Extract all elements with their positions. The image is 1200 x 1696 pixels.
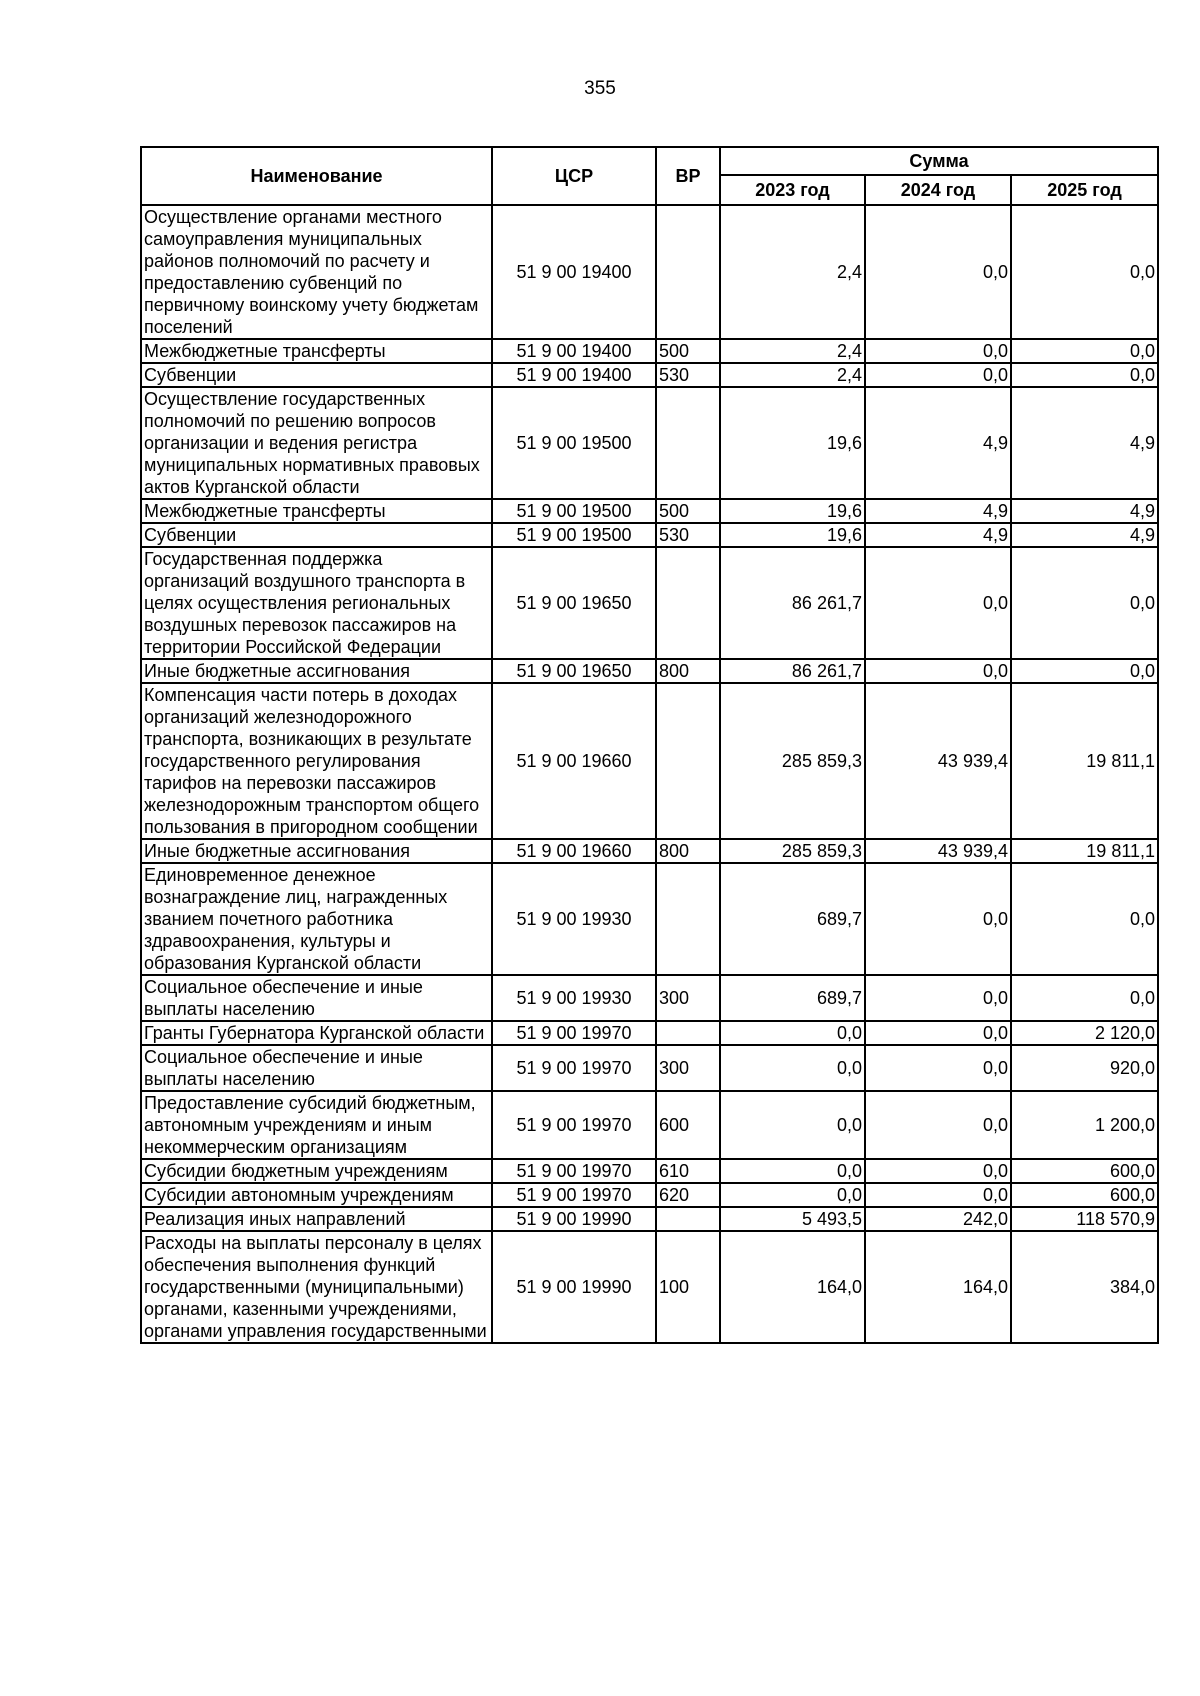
row-sum-2024: 4,9 — [865, 523, 1011, 547]
table-row — [141, 659, 1158, 683]
table-row — [141, 523, 1158, 547]
row-csr: 51 9 00 19970 — [492, 1159, 656, 1183]
row-sum-2025: 0,0 — [1011, 863, 1158, 975]
row-sum-2024: 0,0 — [865, 1045, 1011, 1091]
row-vr: 500 — [656, 339, 720, 363]
row-csr: 51 9 00 19500 — [492, 499, 656, 523]
row-name: Осуществление органами местного самоуправления муниципальных районов полномочий по расчету и предоставлению субвенций по первичному воинскому учету бюджетам поселений — [141, 205, 492, 339]
row-sum-2025: 0,0 — [1011, 975, 1158, 1021]
row-vr — [656, 683, 720, 839]
row-sum-2025: 4,9 — [1011, 387, 1158, 499]
row-sum-2024: 0,0 — [865, 339, 1011, 363]
table-row — [141, 1207, 1158, 1231]
table-row — [141, 363, 1158, 387]
row-csr: 51 9 00 19660 — [492, 839, 656, 863]
row-sum-2023: 2,4 — [720, 339, 865, 363]
row-name: Социальное обеспечение и иные выплаты населению — [141, 975, 492, 1021]
row-sum-2025: 0,0 — [1011, 205, 1158, 339]
row-vr: 300 — [656, 1045, 720, 1091]
row-sum-2024: 4,9 — [865, 387, 1011, 499]
row-csr: 51 9 00 19660 — [492, 683, 656, 839]
row-sum-2025: 600,0 — [1011, 1159, 1158, 1183]
row-name: Государственная поддержка организаций воздушного транспорта в целях осуществления региональных воздушных перевозок пассажиров на территории Российской Федерации — [141, 547, 492, 659]
header-2024: 2024 год — [865, 175, 1011, 205]
row-sum-2024: 4,9 — [865, 499, 1011, 523]
row-name: Социальное обеспечение и иные выплаты населению — [141, 1045, 492, 1091]
table-row — [141, 975, 1158, 1021]
row-name: Предоставление субсидий бюджетным, автономным учреждениям и иным некоммерческим организациям — [141, 1091, 492, 1159]
row-csr: 51 9 00 19650 — [492, 659, 656, 683]
row-vr: 800 — [656, 659, 720, 683]
row-vr: 610 — [656, 1159, 720, 1183]
table-row — [141, 839, 1158, 863]
row-vr: 500 — [656, 499, 720, 523]
table-row — [141, 1045, 1158, 1091]
row-csr: 51 9 00 19400 — [492, 339, 656, 363]
table-row — [141, 339, 1158, 363]
row-vr: 800 — [656, 839, 720, 863]
row-sum-2023: 19,6 — [720, 499, 865, 523]
row-vr: 620 — [656, 1183, 720, 1207]
page-number: 355 — [584, 78, 616, 99]
row-name: Субвенции — [141, 523, 492, 547]
table-row — [141, 1091, 1158, 1159]
row-sum-2025: 920,0 — [1011, 1045, 1158, 1091]
row-sum-2025: 118 570,9 — [1011, 1207, 1158, 1231]
row-sum-2025: 600,0 — [1011, 1183, 1158, 1207]
header-csr: ЦСР — [492, 147, 656, 205]
row-sum-2023: 164,0 — [720, 1231, 865, 1343]
row-csr: 51 9 00 19990 — [492, 1231, 656, 1343]
row-name: Межбюджетные трансферты — [141, 499, 492, 523]
row-sum-2025: 0,0 — [1011, 363, 1158, 387]
row-sum-2025: 4,9 — [1011, 499, 1158, 523]
row-sum-2023: 86 261,7 — [720, 547, 865, 659]
row-sum-2025: 19 811,1 — [1011, 683, 1158, 839]
row-sum-2023: 19,6 — [720, 523, 865, 547]
row-csr: 51 9 00 19990 — [492, 1207, 656, 1231]
table-row — [141, 387, 1158, 499]
row-vr — [656, 387, 720, 499]
row-sum-2025: 0,0 — [1011, 339, 1158, 363]
row-vr — [656, 547, 720, 659]
table-row — [141, 863, 1158, 975]
row-sum-2023: 0,0 — [720, 1045, 865, 1091]
row-sum-2024: 164,0 — [865, 1231, 1011, 1343]
row-sum-2024: 0,0 — [865, 205, 1011, 339]
table-row — [141, 1021, 1158, 1045]
row-sum-2023: 0,0 — [720, 1159, 865, 1183]
row-sum-2025: 0,0 — [1011, 659, 1158, 683]
row-csr: 51 9 00 19970 — [492, 1091, 656, 1159]
row-sum-2024: 242,0 — [865, 1207, 1011, 1231]
row-sum-2023: 0,0 — [720, 1091, 865, 1159]
row-sum-2024: 0,0 — [865, 659, 1011, 683]
row-sum-2025: 4,9 — [1011, 523, 1158, 547]
budget-table — [140, 146, 1159, 1344]
row-csr: 51 9 00 19970 — [492, 1183, 656, 1207]
row-name: Субвенции — [141, 363, 492, 387]
row-vr: 530 — [656, 523, 720, 547]
row-csr: 51 9 00 19400 — [492, 363, 656, 387]
table-row — [141, 547, 1158, 659]
row-vr — [656, 863, 720, 975]
row-name: Расходы на выплаты персоналу в целях обеспечения выполнения функций государственными (муниципальными) органами, казенными учреждениями, органами управления государственными — [141, 1231, 492, 1343]
row-vr — [656, 1021, 720, 1045]
row-sum-2024: 43 939,4 — [865, 683, 1011, 839]
row-sum-2023: 19,6 — [720, 387, 865, 499]
row-sum-2025: 2 120,0 — [1011, 1021, 1158, 1045]
row-sum-2025: 0,0 — [1011, 547, 1158, 659]
row-name: Межбюджетные трансферты — [141, 339, 492, 363]
row-sum-2025: 384,0 — [1011, 1231, 1158, 1343]
row-csr: 51 9 00 19500 — [492, 387, 656, 499]
row-sum-2023: 5 493,5 — [720, 1207, 865, 1231]
row-vr — [656, 1207, 720, 1231]
row-sum-2024: 0,0 — [865, 363, 1011, 387]
row-name: Иные бюджетные ассигнования — [141, 839, 492, 863]
table-body — [141, 205, 1158, 1343]
row-sum-2024: 0,0 — [865, 1183, 1011, 1207]
row-vr: 100 — [656, 1231, 720, 1343]
header-2023: 2023 год — [720, 175, 865, 205]
row-sum-2024: 0,0 — [865, 1021, 1011, 1045]
row-sum-2024: 0,0 — [865, 863, 1011, 975]
row-sum-2023: 0,0 — [720, 1021, 865, 1045]
row-sum-2023: 285 859,3 — [720, 839, 865, 863]
row-name: Иные бюджетные ассигнования — [141, 659, 492, 683]
row-csr: 51 9 00 19930 — [492, 863, 656, 975]
row-name: Осуществление государственных полномочий по решению вопросов организации и ведения регистра муниципальных нормативных правовых актов Курганской области — [141, 387, 492, 499]
header-name: Наименование — [141, 147, 492, 205]
row-vr: 300 — [656, 975, 720, 1021]
header-2025: 2025 год — [1011, 175, 1158, 205]
row-vr: 530 — [656, 363, 720, 387]
row-name: Субсидии бюджетным учреждениям — [141, 1159, 492, 1183]
row-name: Компенсация части потерь в доходах организаций железнодорожного транспорта, возникающих в результате государственного регулирования тарифов на перевозки пассажиров железнодорожным транспортом общего пользования в пригородном сообщении — [141, 683, 492, 839]
row-sum-2024: 0,0 — [865, 1091, 1011, 1159]
row-sum-2025: 19 811,1 — [1011, 839, 1158, 863]
table-row — [141, 683, 1158, 839]
header-sum: Сумма — [720, 147, 1158, 175]
row-sum-2023: 0,0 — [720, 1183, 865, 1207]
row-sum-2024: 0,0 — [865, 547, 1011, 659]
row-sum-2024: 0,0 — [865, 1159, 1011, 1183]
row-csr: 51 9 00 19930 — [492, 975, 656, 1021]
table-row — [141, 499, 1158, 523]
row-sum-2023: 285 859,3 — [720, 683, 865, 839]
row-sum-2025: 1 200,0 — [1011, 1091, 1158, 1159]
row-sum-2023: 689,7 — [720, 975, 865, 1021]
row-sum-2023: 2,4 — [720, 363, 865, 387]
row-sum-2023: 689,7 — [720, 863, 865, 975]
header-vr: ВР — [656, 147, 720, 205]
row-name: Гранты Губернатора Курганской области — [141, 1021, 492, 1045]
row-name: Реализация иных направлений — [141, 1207, 492, 1231]
row-vr — [656, 205, 720, 339]
row-sum-2024: 0,0 — [865, 975, 1011, 1021]
table-row — [141, 1159, 1158, 1183]
row-csr: 51 9 00 19400 — [492, 205, 656, 339]
row-csr: 51 9 00 19650 — [492, 547, 656, 659]
table-row — [141, 205, 1158, 339]
table-row — [141, 1231, 1158, 1343]
row-csr: 51 9 00 19500 — [492, 523, 656, 547]
row-vr: 600 — [656, 1091, 720, 1159]
row-sum-2024: 43 939,4 — [865, 839, 1011, 863]
row-csr: 51 9 00 19970 — [492, 1045, 656, 1091]
row-sum-2023: 86 261,7 — [720, 659, 865, 683]
row-name: Субсидии автономным учреждениям — [141, 1183, 492, 1207]
table-row — [141, 1183, 1158, 1207]
row-csr: 51 9 00 19970 — [492, 1021, 656, 1045]
row-sum-2023: 2,4 — [720, 205, 865, 339]
row-name: Единовременное денежное вознаграждение лиц, награжденных званием почетного работника здравоохранения, культуры и образования Курганской области — [141, 863, 492, 975]
